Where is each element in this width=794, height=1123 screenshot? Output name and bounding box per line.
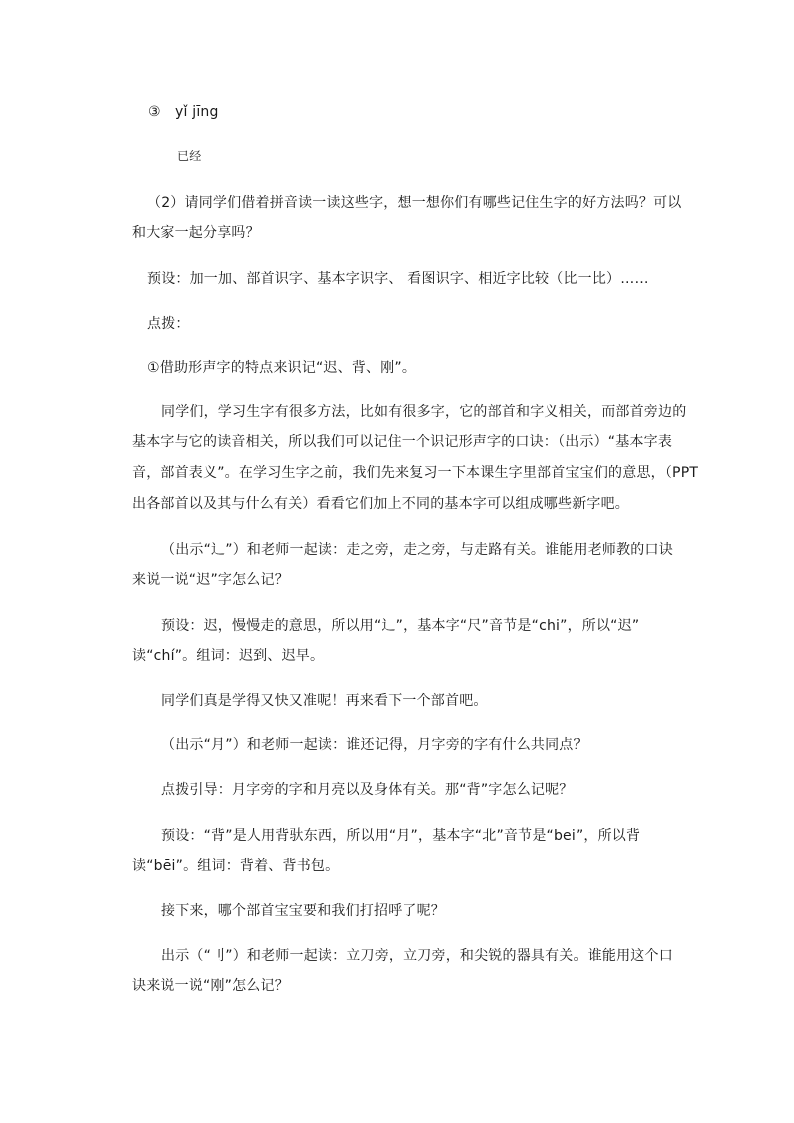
item-3-word: 已经 — [177, 149, 202, 163]
paragraph-4-line-2: 诀来说一说“刚”怎么记？ — [132, 978, 289, 994]
next-radical-line: 接下来，哪个部首宝宝要和我们打招呼了呢？ — [161, 903, 445, 919]
paragraph-1-line-4: 出各部首以及其与什么有关）看看它们加上不同的基本字可以组成哪些新字吧。 — [132, 496, 629, 512]
preset-3-line-1: 预设：“背”是人用背驮东西，所以用“月”，基本字“北”音节是“bei”，所以背 — [161, 828, 641, 844]
preset-2-line-2: 读“chí”。组词：迟到、迟早。 — [132, 648, 325, 664]
preset-1: 预设：加一加、部首识字、基本字识字、 看图识字、相近字比较（比一比）…… — [147, 271, 649, 287]
paragraph-2-line-1: （出示“辶”）和老师一起读：走之旁，走之旁，与走路有关。谁能用老师教的口诀 — [161, 542, 673, 558]
preset-2-line-1: 预设：迟，慢慢走的意思，所以用“辶”，基本字“尺”音节是“chi”，所以“迟” — [161, 618, 640, 634]
paragraph-4-line-1: 出示（“刂”）和老师一起读：立刀旁，立刀旁，和尖锐的器具有关。谁能用这个口 — [161, 948, 673, 964]
item-3-marker: ③ — [148, 104, 161, 120]
praise-line: 同学们真是学得又快又准呢！再来看下一个部首吧。 — [161, 693, 488, 709]
hint-label: 点拨： — [147, 316, 190, 332]
item-3-pinyin: yǐ jīng — [175, 104, 219, 120]
question-2-line-2: 和大家一起分享吗？ — [132, 225, 260, 241]
question-2-line-1: （2）请同学们借着拼音读一读这些字，想一想你们有哪些记住生字的好方法吗？可以 — [147, 195, 682, 211]
guide-line: 点拨引导：月字旁的字和月亮以及身体有关。那“背”字怎么记呢？ — [161, 782, 574, 798]
paragraph-2-line-2: 来说一说“迟”字怎么记？ — [132, 572, 289, 588]
paragraph-1-line-3: 音，部首表义”。在学习生字之前，我们先来复习一下本课生字里部首宝宝们的意思，（PPT — [132, 465, 699, 481]
point-1: ①借助形声字的特点来识记“迟、背、刚”。 — [147, 360, 417, 376]
paragraph-1-line-2: 基本字与它的读音相关，所以我们可以记住一个识记形声字的口诀：（出示）“基本字表 — [132, 434, 673, 450]
paragraph-3: （出示“月”）和老师一起读：谁还记得，月字旁的字有什么共同点？ — [161, 737, 588, 753]
preset-3-line-2: 读“bēi”。组词：背着、背书包。 — [132, 858, 340, 874]
paragraph-1-line-1: 同学们，学习生字有很多方法，比如有很多字，它的部首和字义相关，而部首旁边的 — [161, 404, 687, 420]
